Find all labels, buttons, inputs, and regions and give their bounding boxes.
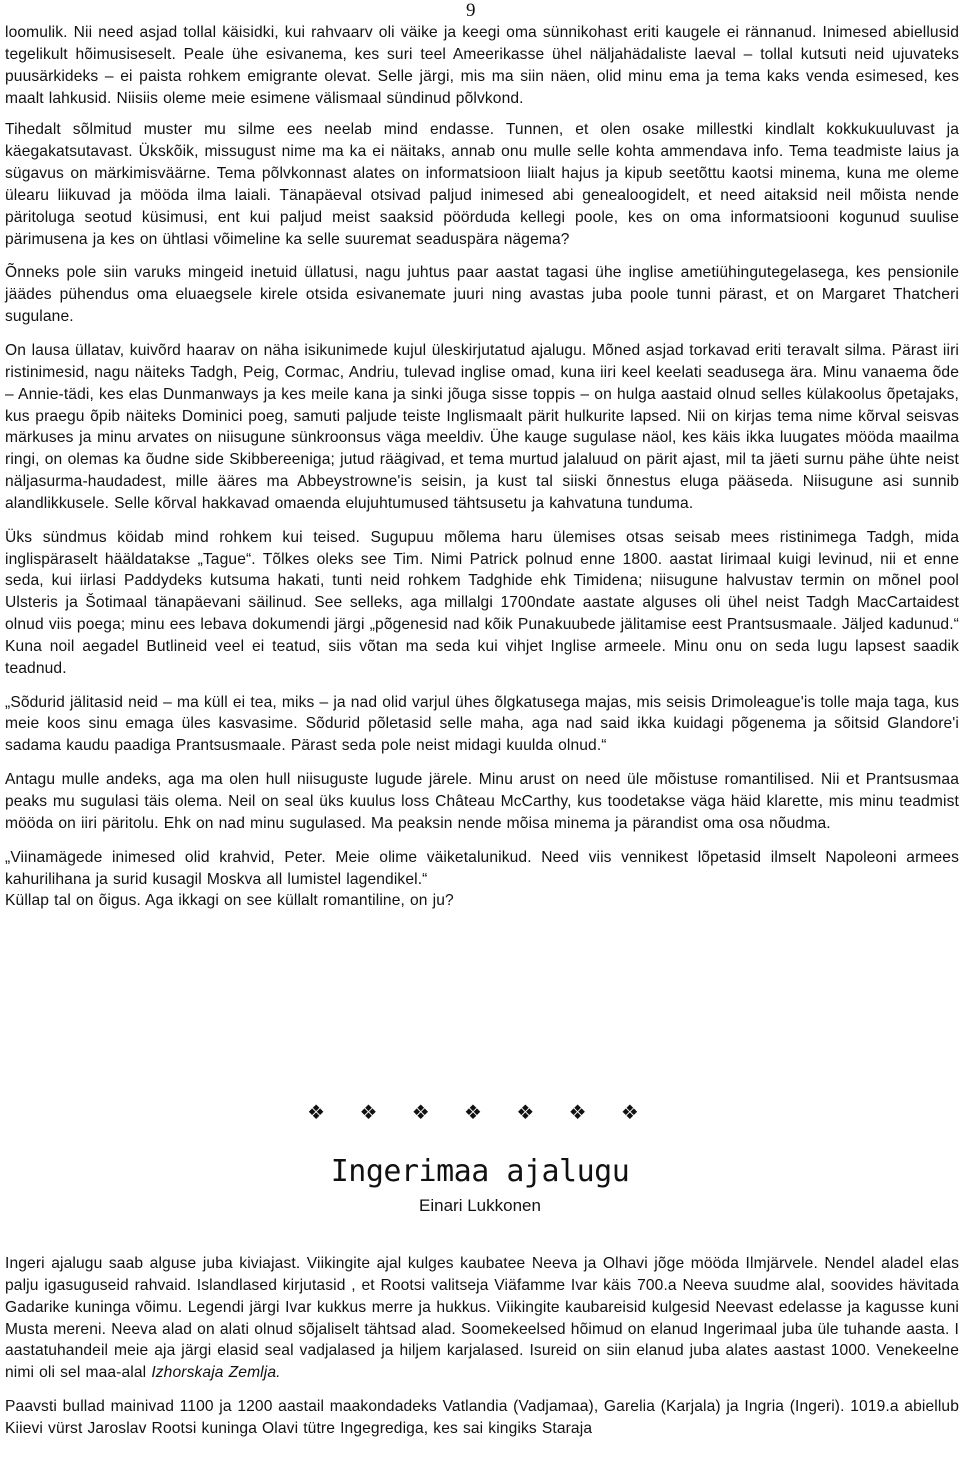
paragraph-quote-soldiers: „Sõdurid jälitasid neid – ma küll ei tea, miks – ja nad olid varjul ühes õlgkatusega majas, mis seisis Drimoleague'is tolle maja taga, kus meie koos sinu emaga üles kasvasime. Sõdurid põletasid selle maha, aga nad said ikka kuidagi põgenema ja sõitsid Glandore'i sadama kaudu paadiga Prantsusmaale. Pärast seda pole neist midagi kuulda olnud.“ [5,693,959,755]
paragraph-emigrants: loomulik. Nii need asjad tollal käisidki, kui rahvaarv oli väike ja keegi oma sünnikohast eriti kaugele ei rännanud. Inimesed abiellusid tegelikult hõimusiseselt. Peale ühe esivanema, kes suri teel Ameerikasse ühel näljahädaliste laeval – tollal kutsuti neid ujuvateks puusärkideks – ei paista rohkem emigrante olevat. Selle järgi, mis ma siin näen, olid minu ema ja tema kaks venda esimesed, kes maalt lahkusid. Niisiis oleme meie esimene välismaal sündinud põlvkond. [5,24,959,107]
paragraph-surprises: Õnneks pole siin varuks mingeid inetuid üllatusi, nagu juhtus paar aastat tagasi ühe inglise ametiühingutegelasega, kes pensionile jäädes pühendus oma eluaegsele kirele otsida esivanemate juuri ning avastas juba poole tunni pärast, et on Margaret Thatcheri sugulane. [5,264,959,326]
paragraph-ingeri-text: Ingeri ajalugu saab alguse juba kiviajast. Viikingite ajal kulges kaubatee Neeva ja Olhavi jõge mööda Ilmjärvele. Nendel aladel elas palju igasuguseid rahvaid. Islandlased kirjutasid , et Rootsi valitseja Viäfamme Ivar käis 700.a Neeva suudme alal, soovides hävitada Gadarike kuninga võimu. Legendi järgi Ivar kukkus merre ja hukkus. Viikingite kaubareisid kulgesid Neevast edelasse ja kagusse kuni Musta mereni. Neeva alad on alati olnud sõjaliselt tähtsad alad. Soomekeelsed hõimud on elanud Ingerimaal juba üle tuhande aasta. I aastatuhandeil meie aja järgi elasid seal vadjalased ja hiljem karjalased. Isureid on siin elanud juba alates aastast 1000. Venekeelne nimi oli sel maa-alal [5,1255,959,1382]
article-body-top [5,22,959,912]
paragraph-ingeri-history [5,1253,959,1384]
paragraph-names-history: On lausa üllatav, kuivõrd haarav on näha isikunimede kujul üleskirjutatud ajalugu. Mõned asjad torkavad eriti teravalt silma. Pärast iiri ristinimesid, nagu näiteks Tadgh, Peig, Cormac, Andriu, tulevad inglise omad, kuna iiri keel keelati seadusega ära. Minu vanaema õde – Annie-tädi, kes elas Dunmanways ja kes meile kana ja sinki jõuga sisse toppis – on hulga aastaid olnud selles külakoolus õpetajaks, kus praegu õpib näiteks Dominici poeg, samuti paljude teiste Inglismaalt pärit hulkurite lapsed. Nii on kirjas tema nime kõrval seisvas märkuses ja minu arvates on niisugune sünkroonsus väga meeldiv. Ühe kauge sugulase näol, kes käis ikka luugates mööda maailma ringi, on olemas ka õudne side Skibbereeniga; jutud räägivad, et tema murtud jalaluud on pärit ajast, mil ta jäeti surnu pähe ühte neist näljasurma-haudadest, mille ääres ma Abbeystrowne'is seisin, ja kust tal siiski õnnestus eluga pääseda. Niisugune asi sunnib alandlikkusele. Selle kõrval hakkavad omaenda elujuhtumused tähtsusetu ja kahvatuna tunduma. [5,341,959,512]
section-separator-icons: ❖ ❖ ❖ ❖ ❖ ❖ ❖ [307,1100,653,1124]
izhorskaja-zemlja: Izhorskaja Zemlja. [151,1364,281,1382]
paragraph-tadgh: Üks sündmus köidab mind rohkem kui teised. Sugupuu mõlema haru ülemises otsas seisab mees ristinimega Tadgh, mida inglispäraselt hääldatakse „Tague“. Tõlkes oleks see Tim. Nimi Patrick polnud enne 1800. aastat Iirimaal kuigi levinud, nii et enne seda, kui iirlasi Paddydeks kutsuma hakati, tunti neid rohkem Tadghide ehk Timidena; niisugune halvustav termin on mõnel pool Ulsteris ja Šotimaal tänapäevani säilinud. See selleks, aga millalgi 1700ndate aastate alguses oli ühel neist Tadgh MacCartaidest olnud viis poega; minu ees lebava dokumendi järgi „põgenesid nad kõik Punakuubede jälitamise eest Prantsusmaale. Jäljed kadunud.“ Kuna noil aegadel Butlineid veel ei teatud, siis võtan ma seda kui vihjet Inglise armeele. Minu onu on seda lugu lapsest saadik teadnud. [5,528,959,677]
article-body-bottom [5,1253,959,1440]
paragraph-quote-counts: „Viinamägede inimesed olid krahvid, Peter. Meie olime väiketalunikud. Need viis vennikest lõpetasid ilmselt Napoleoni armees kahurilihana ja surid kusagil Moskva all lumistel lagendikel.“ [5,848,959,888]
paragraph-romantic: Küllap tal on õigus. Aga ikkagi on see küllalt romantiline, on ju? [5,892,454,910]
page-number: 9 [466,0,476,21]
paragraph-france: Antagu mulle andeks, aga ma olen hull niisuguste lugude järele. Minu arust on need üle mõistuse romantilised. Nii et Prantsusmaa peaks mu sugulasi täis olema. Neil on seal üks kuulus loss Château McCarthy, kus toodetakse väga häid klarette, mis minu teadmist mööda on iiri päritolu. Ehk on nad minu sugulased. Ma peaksin nende mõisa minema ja pärandist oma osa nõudma. [5,771,959,832]
article-title: Ingerimaa ajalugu [330,1154,630,1189]
paragraph-pattern: Tihedalt sõlmitud muster mu silme ees neelab mind endasse. Tunnen, et olen osake millestki kindlalt kokkukuuluvast ja käegakatsutavast. Ükskõik, missugust nime ma ka ei näitaks, annab onu mulle selle kohta ammendava info. Tema teadmiste laius ja sügavus on märkimisväärne. Tema põlvkonnast alates on informatsioon liialt hajus ja kipub seetõttu kaotsi minema, kuna me oleme ülearu liikuvad ja mööda ilma laiali. Tänapäeval otsivad paljud inimesed abi genealoogidelt, et need aitaksid neil mõista nende päritoluga seotud küsimusi, ent kui paljud meist saaksid pöörduda kellegi poole, kes on oma informatsiooni kogunud suulise pärimusena ja kes on ühtlasi võimeline ka selle suuremat seaduspära nägema? [5,121,959,248]
article-author: Einari Lukkonen [419,1196,541,1215]
paragraph-papal-bulls: Paavsti bullad mainivad 1100 ja 1200 aastail maakondadeks Vatlandia (Vadjamaa), Garelia (Karjala) ja Ingria (Ingeri). 1019.a abiellub Kiievi vürst Jaroslav Rootsi kuninga Olavi tütre Ingegrediga, kes sai kingiks Staraja [5,1398,959,1437]
